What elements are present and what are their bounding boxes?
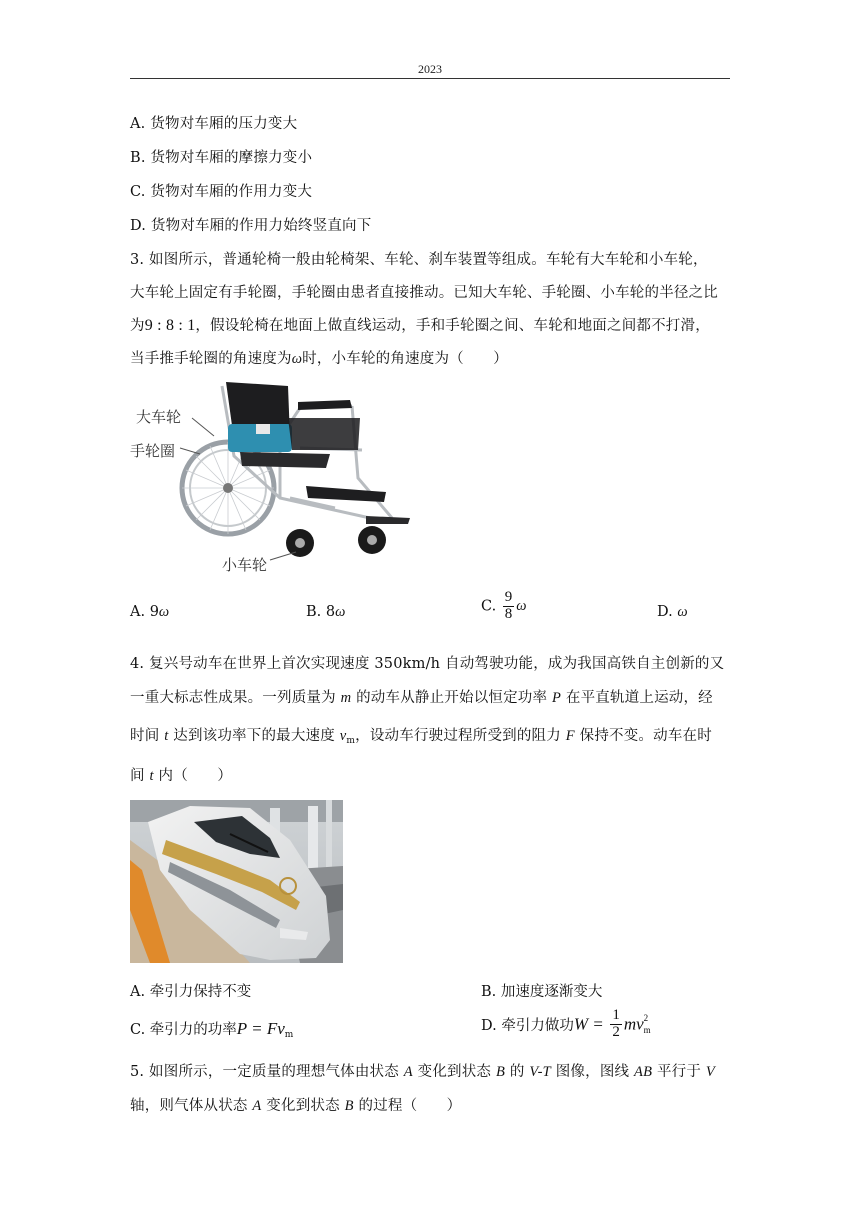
q3-option-d: D. ω <box>657 604 688 620</box>
fraction-9-over-8: $\frac{9}{8}$ <box>504 589 513 622</box>
bullet-train-illustration <box>130 800 343 963</box>
q4-option-b: B. 加速度逐渐变大 <box>481 984 603 1000</box>
q3-stem-line3: 为9 : 8 : 1，假设轮椅在地面上做直线运动，手和手轮圈之间、车轮和地面之间都不打滑， <box>130 317 710 334</box>
q3-stem-line4: 当手推手轮圈的角速度为ω时，小车轮的角速度为（ ） <box>130 351 508 367</box>
label-big-wheel: 大车轮 <box>136 408 182 426</box>
q3-option-c: C. $\frac{9}{8}$ ω <box>481 589 527 622</box>
q4-stem-line2: 一重大标志性成果。一列质量为 m 的动车从静止开始以恒定功率 P 在平直轨道上运动，经 <box>130 690 713 706</box>
page-header-year: 2023 <box>418 62 442 76</box>
train-photo <box>130 800 343 963</box>
label-small-wheel: 小车轮 <box>222 556 268 574</box>
q3-stem-line1: 3. 如图所示，普通轮椅一般由轮椅架、车轮、刹车装置等组成。车轮有大车轮和小车轮， <box>130 252 708 268</box>
fraction-1-over-2: $\frac{1}{2}$ <box>612 1007 620 1040</box>
q2-option-d: D. 货物对车厢的作用力始终竖直向下 <box>130 218 372 234</box>
q2-option-c: C. 货物对车厢的作用力变大 <box>130 184 313 200</box>
omega-symbol: ω <box>291 351 303 367</box>
ratio: 9 : 8 : 1 <box>144 317 196 334</box>
q4-stem-line4: 间 t 内（ ） <box>130 768 233 784</box>
wheelchair-figure <box>130 378 420 578</box>
label-hand-rim: 手轮圈 <box>130 442 176 460</box>
q5-stem-line1: 5. 如图所示，一定质量的理想气体由状态 A 变化到状态 B 的 V-T 图像，图线 AB 平行于 V <box>130 1064 715 1080</box>
q5-stem-line2: 轴，则气体从状态 A 变化到状态 B 的过程（ ） <box>130 1098 462 1114</box>
header-rule <box>130 78 730 79</box>
q3-stem-line2: 大车轮上固定有手轮圈，手轮圈由患者直接推动。已知大车轮、手轮圈、小车轮的半径之比 <box>130 285 718 301</box>
q2-option-a: A. 货物对车厢的压力变大 <box>130 116 298 132</box>
q4-option-a: A. 牵引力保持不变 <box>130 984 252 1000</box>
q3-option-b: B. 8ω <box>306 604 346 620</box>
q4-stem-line1: 4. 复兴号动车在世界上首次实现速度 350km/h 自动驾驶功能，成为我国高铁自主创新的又 <box>130 656 725 672</box>
q4-option-d: D. 牵引力做功W = $\frac{1}{2}$ mv 2 m <box>481 1007 651 1040</box>
q4-stem-line3: 时间 t 达到该功率下的最大速度 $v_m$，设动车行驶过程所受到的阻力 F 保持不变。动车在时 <box>130 728 712 746</box>
q3-option-a: A. 9ω <box>130 604 170 620</box>
q2-option-b: B. 货物对车厢的摩擦力变小 <box>130 150 313 166</box>
q4-option-c: C. 牵引力的功率$P = Fv_m$ <box>130 1019 294 1040</box>
